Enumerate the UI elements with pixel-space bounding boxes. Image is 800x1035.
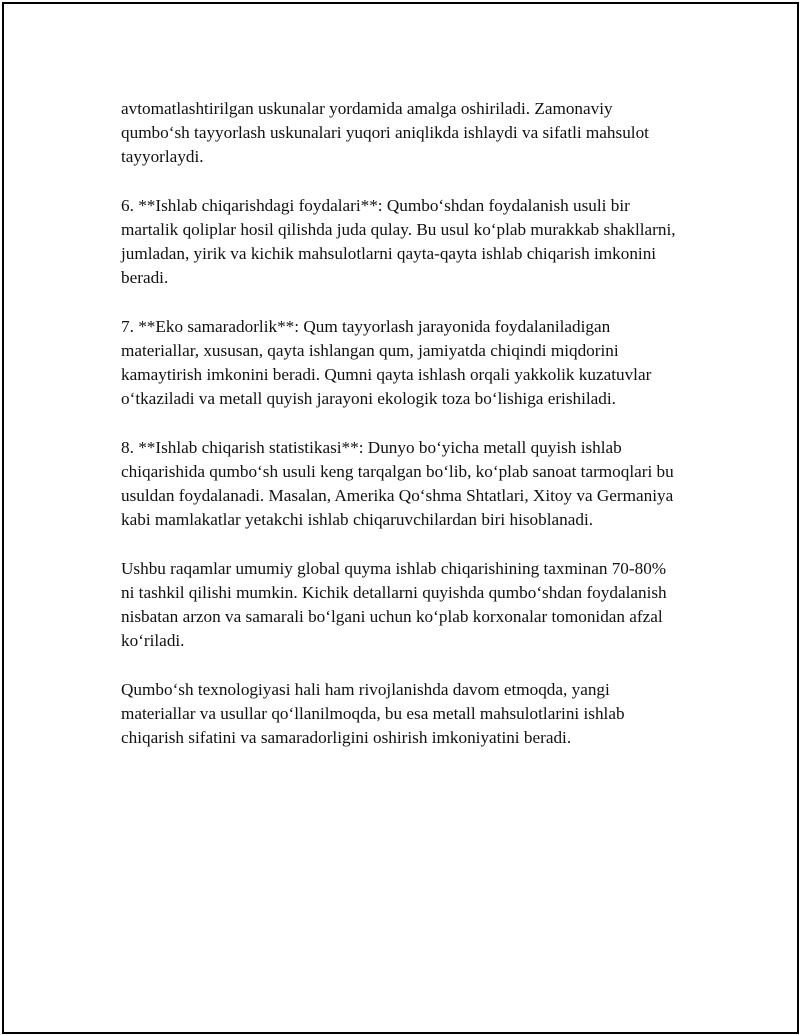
paragraph-item-8: 8. **Ishlab chiqarish statistikasi**: Dunyo bo‘yicha metall quyish ishlab chiqarishida qumbo‘sh usuli keng tarqalgan bo‘lib, ko‘plab sanoat tarmoqlari bu usuldan foydalanadi. Masalan, Amerika Qo‘shma Shtatlari, Xitoy va Germaniya kabi mamlakatlar yetakchi ishlab chiqaruvchilardan biri hisoblanadi. — [121, 437, 674, 530]
page-frame — [2, 2, 799, 1034]
paragraph-conclusion: Qumbo‘sh texnologiyasi hali ham rivojlanishda davom etmoqda, yangi materiallar va usullar qo‘llanilmoqda, bu esa metall mahsulotlarini ishlab chiqarish sifatini va samaradorligini oshirish imkoniyatini beradi. — [121, 679, 625, 748]
paragraph-item-6: 6. **Ishlab chiqarishdagi foydalari**: Qumbo‘shdan foydalanish usuli bir martalik qoliplar hosil qilishda juda qulay. Bu usul ko‘plab murakkab shakllarni, jumladan, yirik va kichik mahsulotlarni qayta-qayta ishlab chiqarish imkonini beradi. — [121, 195, 676, 288]
document-body — [121, 97, 681, 775]
paragraph-intro-continuation: avtomatlashtirilgan uskunalar yordamida amalga oshiriladi. Zamonaviy qumbo‘sh tayyorlash uskunalari yuqori aniqlikda ishlaydi va sifatli mahsulot tayyorlaydi. — [121, 99, 649, 167]
paragraph-item-7: 7. **Eko samaradorlik**: Qum tayyorlash jarayonida foydalaniladigan materiallar, xususan, qayta ishlangan qum, jamiyatda chiqindi miqdorini kamaytirish imkonini beradi. Qumni qayta ishlash orqali yakkolik kuzatuvlar o‘tkaziladi va metall quyish jarayoni ekologik toza bo‘lishiga erishiladi. — [121, 316, 652, 409]
paragraph-statistics-summary: Ushbu raqamlar umumiy global quyma ishlab chiqarishining taxminan 70-80% ni tashkil qilishi mumkin. Kichik detallarni quyishda qumbo‘shdan foydalanish nisbatan arzon va samarali bo‘lgani uchun ko‘plab korxonalar tomonidan afzal ko‘riladi. — [121, 558, 667, 651]
